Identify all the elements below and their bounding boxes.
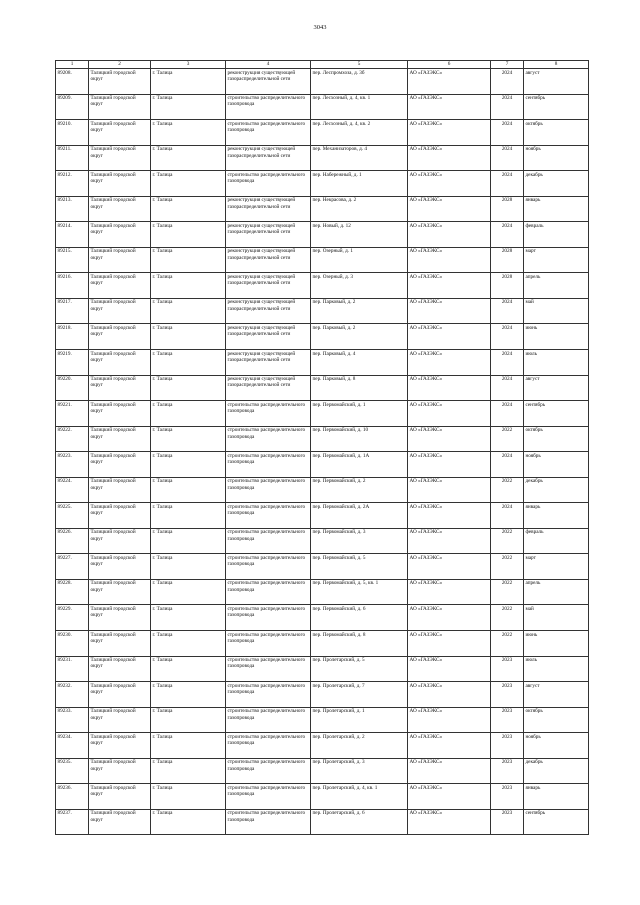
- cell-organization: АО «ГАЗЭКС»: [408, 222, 491, 248]
- cell-settlement: г. Талица: [151, 222, 226, 248]
- cell-municipality: Талицкий городской округ: [89, 605, 151, 631]
- column-header: 3: [151, 61, 226, 69]
- cell-year: 2023: [491, 784, 524, 810]
- cell-year: 2024: [491, 222, 524, 248]
- cell-organization: АО «ГАЗЭКС»: [408, 477, 491, 503]
- cell-address: пер. Парковый, д. 2: [311, 298, 408, 324]
- cell-month: февраль: [524, 528, 589, 554]
- cell-work-type: реконструкция существующей газораспределительной сети: [226, 145, 311, 171]
- cell-work-type: реконструкция существующей газораспределительной сети: [226, 375, 311, 401]
- cell-year: 2024: [491, 350, 524, 376]
- cell-municipality: Талицкий городской округ: [89, 656, 151, 682]
- cell-year: 2024: [491, 298, 524, 324]
- cell-work-type: строительство распределительного газопровода: [226, 784, 311, 810]
- table-row: [56, 758, 589, 784]
- cell-work-type: строительство распределительного газопровода: [226, 605, 311, 631]
- table-row: [56, 605, 589, 631]
- cell-address: пер. Парковый, д. 4: [311, 350, 408, 376]
- cell-month: апрель: [524, 273, 589, 299]
- cell-work-type: реконструкция существующей газораспределительной сети: [226, 247, 311, 273]
- cell-row-number: 89217.: [56, 298, 89, 324]
- cell-month: декабрь: [524, 171, 589, 197]
- cell-row-number: 89231.: [56, 656, 89, 682]
- cell-address: пер. Лесхозный, д. 4, кв. 2: [311, 120, 408, 146]
- cell-address: пер. Лесхозный, д. 4, кв. 1: [311, 94, 408, 120]
- cell-month: сентябрь: [524, 401, 589, 427]
- cell-organization: АО «ГАЗЭКС»: [408, 631, 491, 657]
- cell-work-type: строительство распределительного газопровода: [226, 631, 311, 657]
- table-row: [56, 784, 589, 810]
- cell-year: 2024: [491, 452, 524, 478]
- cell-year: 2023: [491, 758, 524, 784]
- cell-work-type: реконструкция существующей газораспределительной сети: [226, 222, 311, 248]
- table-row: [56, 401, 589, 427]
- cell-year: 2022: [491, 554, 524, 580]
- cell-organization: АО «ГАЗЭКС»: [408, 528, 491, 554]
- cell-row-number: 89219.: [56, 350, 89, 376]
- cell-month: август: [524, 682, 589, 708]
- cell-work-type: строительство распределительного газопровода: [226, 554, 311, 580]
- cell-work-type: реконструкция существующей газораспределительной сети: [226, 196, 311, 222]
- cell-municipality: Талицкий городской округ: [89, 758, 151, 784]
- cell-organization: АО «ГАЗЭКС»: [408, 733, 491, 759]
- gasification-schedule-table: [55, 60, 589, 835]
- cell-row-number: 89230.: [56, 631, 89, 657]
- cell-work-type: строительство распределительного газопровода: [226, 401, 311, 427]
- cell-organization: АО «ГАЗЭКС»: [408, 171, 491, 197]
- cell-row-number: 89216.: [56, 273, 89, 299]
- cell-settlement: г. Талица: [151, 350, 226, 376]
- cell-year: 2024: [491, 171, 524, 197]
- cell-year: 2022: [491, 605, 524, 631]
- cell-row-number: 89235.: [56, 758, 89, 784]
- cell-organization: АО «ГАЗЭКС»: [408, 758, 491, 784]
- cell-work-type: реконструкция существующей газораспределительной сети: [226, 324, 311, 350]
- cell-month: октябрь: [524, 120, 589, 146]
- cell-row-number: 89225.: [56, 503, 89, 529]
- cell-year: 2024: [491, 401, 524, 427]
- table-body: [56, 69, 589, 835]
- cell-work-type: реконструкция существующей газораспределительной сети: [226, 273, 311, 299]
- cell-work-type: строительство распределительного газопровода: [226, 528, 311, 554]
- cell-month: июнь: [524, 631, 589, 657]
- cell-settlement: г. Талица: [151, 145, 226, 171]
- cell-row-number: 89215.: [56, 247, 89, 273]
- cell-settlement: г. Талица: [151, 375, 226, 401]
- cell-work-type: строительство распределительного газопровода: [226, 503, 311, 529]
- cell-year: 2024: [491, 69, 524, 95]
- cell-work-type: строительство распределительного газопровода: [226, 477, 311, 503]
- cell-settlement: г. Талица: [151, 324, 226, 350]
- cell-municipality: Талицкий городской округ: [89, 809, 151, 835]
- cell-month: март: [524, 554, 589, 580]
- cell-work-type: строительство распределительного газопровода: [226, 452, 311, 478]
- cell-municipality: Талицкий городской округ: [89, 298, 151, 324]
- cell-year: 2028: [491, 273, 524, 299]
- cell-settlement: г. Талица: [151, 401, 226, 427]
- cell-settlement: г. Талица: [151, 809, 226, 835]
- cell-row-number: 89233.: [56, 707, 89, 733]
- cell-month: март: [524, 247, 589, 273]
- cell-settlement: г. Талица: [151, 528, 226, 554]
- cell-work-type: строительство распределительного газопровода: [226, 656, 311, 682]
- cell-row-number: 89218.: [56, 324, 89, 350]
- table-row: [56, 375, 589, 401]
- cell-organization: АО «ГАЗЭКС»: [408, 503, 491, 529]
- cell-address: пер. Первомайский, д. 5, кв. 1: [311, 579, 408, 605]
- table-row: [56, 196, 589, 222]
- cell-year: 2028: [491, 247, 524, 273]
- cell-row-number: 89226.: [56, 528, 89, 554]
- table-row: [56, 579, 589, 605]
- cell-municipality: Талицкий городской округ: [89, 94, 151, 120]
- table-row: [56, 809, 589, 835]
- cell-year: 2023: [491, 809, 524, 835]
- cell-address: пер. Некрасова, д. 2: [311, 196, 408, 222]
- cell-month: июль: [524, 656, 589, 682]
- cell-month: октябрь: [524, 426, 589, 452]
- cell-organization: АО «ГАЗЭКС»: [408, 554, 491, 580]
- table-row: [56, 324, 589, 350]
- cell-year: 2022: [491, 426, 524, 452]
- cell-address: пер. Механизаторов, д. 4: [311, 145, 408, 171]
- cell-month: август: [524, 69, 589, 95]
- cell-address: пер. Озерный, д. 3: [311, 273, 408, 299]
- cell-row-number: 89213.: [56, 196, 89, 222]
- cell-year: 2023: [491, 733, 524, 759]
- column-header: 6: [408, 61, 491, 69]
- cell-year: 2022: [491, 579, 524, 605]
- cell-work-type: строительство распределительного газопровода: [226, 733, 311, 759]
- cell-row-number: 89229.: [56, 605, 89, 631]
- cell-organization: АО «ГАЗЭКС»: [408, 426, 491, 452]
- cell-organization: АО «ГАЗЭКС»: [408, 784, 491, 810]
- table-row: [56, 503, 589, 529]
- cell-organization: АО «ГАЗЭКС»: [408, 452, 491, 478]
- cell-year: 2023: [491, 656, 524, 682]
- cell-organization: АО «ГАЗЭКС»: [408, 273, 491, 299]
- table-row: [56, 69, 589, 95]
- cell-work-type: строительство распределительного газопровода: [226, 94, 311, 120]
- cell-work-type: строительство распределительного газопровода: [226, 682, 311, 708]
- cell-year: 2022: [491, 477, 524, 503]
- cell-year: 2028: [491, 196, 524, 222]
- table-row: [56, 477, 589, 503]
- column-header: 2: [89, 61, 151, 69]
- cell-address: пер. Пролетарский, д. 4, кв. 1: [311, 784, 408, 810]
- cell-row-number: 89236.: [56, 784, 89, 810]
- cell-work-type: строительство распределительного газопровода: [226, 707, 311, 733]
- cell-year: 2023: [491, 707, 524, 733]
- cell-month: декабрь: [524, 758, 589, 784]
- cell-settlement: г. Талица: [151, 273, 226, 299]
- cell-address: пер. Пролетарский, д. 2: [311, 733, 408, 759]
- cell-municipality: Талицкий городской округ: [89, 579, 151, 605]
- cell-municipality: Талицкий городской округ: [89, 375, 151, 401]
- cell-month: август: [524, 375, 589, 401]
- cell-row-number: 89232.: [56, 682, 89, 708]
- cell-year: 2024: [491, 120, 524, 146]
- cell-settlement: г. Талица: [151, 452, 226, 478]
- cell-settlement: г. Талица: [151, 631, 226, 657]
- cell-organization: АО «ГАЗЭКС»: [408, 682, 491, 708]
- cell-organization: АО «ГАЗЭКС»: [408, 120, 491, 146]
- cell-month: апрель: [524, 579, 589, 605]
- cell-work-type: строительство распределительного газопровода: [226, 809, 311, 835]
- cell-municipality: Талицкий городской округ: [89, 733, 151, 759]
- cell-municipality: Талицкий городской округ: [89, 452, 151, 478]
- table-row: [56, 222, 589, 248]
- cell-settlement: г. Талица: [151, 707, 226, 733]
- cell-municipality: Талицкий городской округ: [89, 528, 151, 554]
- table-row: [56, 426, 589, 452]
- cell-row-number: 89224.: [56, 477, 89, 503]
- cell-organization: АО «ГАЗЭКС»: [408, 324, 491, 350]
- cell-row-number: 89209.: [56, 94, 89, 120]
- cell-organization: АО «ГАЗЭКС»: [408, 707, 491, 733]
- cell-municipality: Талицкий городской округ: [89, 350, 151, 376]
- cell-settlement: г. Талица: [151, 298, 226, 324]
- table-row: [56, 554, 589, 580]
- cell-month: май: [524, 298, 589, 324]
- cell-row-number: 89228.: [56, 579, 89, 605]
- cell-work-type: реконструкция существующей газораспределительной сети: [226, 298, 311, 324]
- cell-work-type: строительство распределительного газопровода: [226, 758, 311, 784]
- cell-month: февраль: [524, 222, 589, 248]
- cell-year: 2024: [491, 375, 524, 401]
- cell-settlement: г. Талица: [151, 94, 226, 120]
- cell-settlement: г. Талица: [151, 171, 226, 197]
- cell-month: ноябрь: [524, 452, 589, 478]
- cell-work-type: реконструкция существующей газораспределительной сети: [226, 350, 311, 376]
- cell-organization: АО «ГАЗЭКС»: [408, 809, 491, 835]
- cell-organization: АО «ГАЗЭКС»: [408, 94, 491, 120]
- cell-municipality: Талицкий городской округ: [89, 682, 151, 708]
- table-row: [56, 273, 589, 299]
- cell-address: пер. Пролетарский, д. 7: [311, 682, 408, 708]
- cell-municipality: Талицкий городской округ: [89, 503, 151, 529]
- cell-organization: АО «ГАЗЭКС»: [408, 656, 491, 682]
- table-row: [56, 656, 589, 682]
- cell-month: июнь: [524, 324, 589, 350]
- cell-municipality: Талицкий городской округ: [89, 784, 151, 810]
- cell-settlement: г. Талица: [151, 656, 226, 682]
- cell-address: пер. Первомайский, д. 1: [311, 401, 408, 427]
- cell-year: 2024: [491, 503, 524, 529]
- table-row: [56, 733, 589, 759]
- cell-year: 2022: [491, 631, 524, 657]
- cell-month: январь: [524, 503, 589, 529]
- table-row: [56, 145, 589, 171]
- page-number: 3043: [313, 24, 327, 31]
- cell-municipality: Талицкий городской округ: [89, 554, 151, 580]
- cell-year: 2024: [491, 324, 524, 350]
- cell-address: пер. Пролетарский, д. 6: [311, 809, 408, 835]
- cell-municipality: Талицкий городской округ: [89, 273, 151, 299]
- cell-row-number: 89223.: [56, 452, 89, 478]
- cell-organization: АО «ГАЗЭКС»: [408, 247, 491, 273]
- cell-organization: АО «ГАЗЭКС»: [408, 350, 491, 376]
- table-row: [56, 707, 589, 733]
- cell-work-type: строительство распределительного газопровода: [226, 171, 311, 197]
- cell-address: пер. Пролетарский, д. 5: [311, 656, 408, 682]
- cell-address: пер. Первомайский, д. 8: [311, 631, 408, 657]
- cell-settlement: г. Талица: [151, 554, 226, 580]
- cell-settlement: г. Талица: [151, 605, 226, 631]
- cell-address: пер. Пролетарский, д. 3: [311, 758, 408, 784]
- cell-row-number: 89214.: [56, 222, 89, 248]
- cell-address: пер. Парковый, д. 8: [311, 375, 408, 401]
- cell-row-number: 89210.: [56, 120, 89, 146]
- cell-work-type: строительство распределительного газопровода: [226, 579, 311, 605]
- column-header: 4: [226, 61, 311, 69]
- cell-municipality: Талицкий городской округ: [89, 171, 151, 197]
- cell-organization: АО «ГАЗЭКС»: [408, 298, 491, 324]
- cell-row-number: 89222.: [56, 426, 89, 452]
- cell-address: пер. Новый, д. 12: [311, 222, 408, 248]
- cell-municipality: Талицкий городской округ: [89, 222, 151, 248]
- cell-month: ноябрь: [524, 145, 589, 171]
- cell-organization: АО «ГАЗЭКС»: [408, 69, 491, 95]
- cell-municipality: Талицкий городской округ: [89, 196, 151, 222]
- cell-address: пер. Пролетарский, д. 1: [311, 707, 408, 733]
- cell-address: пер. Озерный, д. 1: [311, 247, 408, 273]
- cell-municipality: Талицкий городской округ: [89, 426, 151, 452]
- cell-work-type: реконструкция существующей газораспределительной сети: [226, 69, 311, 95]
- column-header: 8: [524, 61, 589, 69]
- cell-month: декабрь: [524, 477, 589, 503]
- cell-settlement: г. Талица: [151, 503, 226, 529]
- cell-row-number: 89208.: [56, 69, 89, 95]
- cell-municipality: Талицкий городской округ: [89, 324, 151, 350]
- cell-month: январь: [524, 196, 589, 222]
- cell-settlement: г. Талица: [151, 120, 226, 146]
- cell-address: пер. Первомайский, д. 2А: [311, 503, 408, 529]
- table-row: [56, 94, 589, 120]
- cell-organization: АО «ГАЗЭКС»: [408, 401, 491, 427]
- cell-month: май: [524, 605, 589, 631]
- cell-address: пер. Первомайский, д. 10: [311, 426, 408, 452]
- cell-row-number: 89221.: [56, 401, 89, 427]
- cell-settlement: г. Талица: [151, 733, 226, 759]
- column-header: 7: [491, 61, 524, 69]
- cell-settlement: г. Талица: [151, 247, 226, 273]
- cell-municipality: Талицкий городской округ: [89, 631, 151, 657]
- cell-address: пер. Первомайский, д. 3: [311, 528, 408, 554]
- table-row: [56, 247, 589, 273]
- table-row: [56, 682, 589, 708]
- cell-row-number: 89220.: [56, 375, 89, 401]
- cell-year: 2022: [491, 528, 524, 554]
- cell-address: пер. Первомайский, д. 1А: [311, 452, 408, 478]
- cell-municipality: Талицкий городской округ: [89, 145, 151, 171]
- cell-month: январь: [524, 784, 589, 810]
- cell-address: пер. Леспромхоза, д. 3б: [311, 69, 408, 95]
- cell-organization: АО «ГАЗЭКС»: [408, 375, 491, 401]
- table-header-row: [56, 61, 589, 69]
- cell-year: 2024: [491, 94, 524, 120]
- table-row: [56, 452, 589, 478]
- table-row: [56, 298, 589, 324]
- cell-municipality: Талицкий городской округ: [89, 707, 151, 733]
- cell-row-number: 89211.: [56, 145, 89, 171]
- cell-month: ноябрь: [524, 733, 589, 759]
- cell-year: 2023: [491, 682, 524, 708]
- cell-month: октябрь: [524, 707, 589, 733]
- cell-settlement: г. Талица: [151, 196, 226, 222]
- cell-work-type: строительство распределительного газопровода: [226, 120, 311, 146]
- cell-municipality: Талицкий городской округ: [89, 477, 151, 503]
- cell-organization: АО «ГАЗЭКС»: [408, 605, 491, 631]
- cell-address: пер. Парковый, д. 2: [311, 324, 408, 350]
- cell-settlement: г. Талица: [151, 579, 226, 605]
- cell-row-number: 89227.: [56, 554, 89, 580]
- cell-settlement: г. Талица: [151, 682, 226, 708]
- table-row: [56, 350, 589, 376]
- cell-organization: АО «ГАЗЭКС»: [408, 145, 491, 171]
- cell-settlement: г. Талица: [151, 69, 226, 95]
- cell-municipality: Талицкий городской округ: [89, 247, 151, 273]
- cell-work-type: строительство распределительного газопровода: [226, 426, 311, 452]
- cell-settlement: г. Талица: [151, 426, 226, 452]
- cell-municipality: Талицкий городской округ: [89, 401, 151, 427]
- cell-municipality: Талицкий городской округ: [89, 69, 151, 95]
- cell-settlement: г. Талица: [151, 784, 226, 810]
- table-row: [56, 528, 589, 554]
- column-header: 1: [56, 61, 89, 69]
- cell-address: пер. Первомайский, д. 6: [311, 605, 408, 631]
- table-row: [56, 631, 589, 657]
- cell-month: сентябрь: [524, 809, 589, 835]
- cell-address: пер. Первомайский, д. 5: [311, 554, 408, 580]
- cell-row-number: 89212.: [56, 171, 89, 197]
- cell-row-number: 89237.: [56, 809, 89, 835]
- cell-organization: АО «ГАЗЭКС»: [408, 196, 491, 222]
- cell-row-number: 89234.: [56, 733, 89, 759]
- cell-municipality: Талицкий городской округ: [89, 120, 151, 146]
- cell-address: пер. Первомайский, д. 2: [311, 477, 408, 503]
- table-row: [56, 120, 589, 146]
- column-header: 5: [311, 61, 408, 69]
- table-row: [56, 171, 589, 197]
- cell-settlement: г. Талица: [151, 758, 226, 784]
- cell-organization: АО «ГАЗЭКС»: [408, 579, 491, 605]
- cell-month: июль: [524, 350, 589, 376]
- cell-address: пер. Набережный, д. 1: [311, 171, 408, 197]
- cell-month: сентябрь: [524, 94, 589, 120]
- cell-settlement: г. Талица: [151, 477, 226, 503]
- cell-year: 2024: [491, 145, 524, 171]
